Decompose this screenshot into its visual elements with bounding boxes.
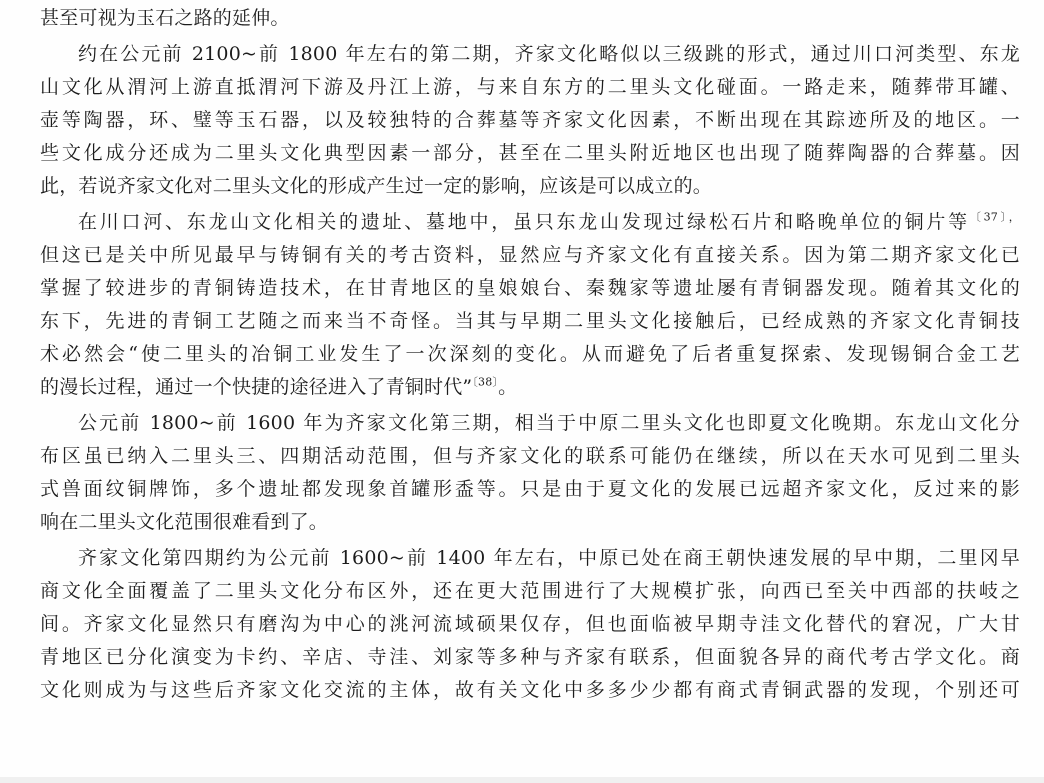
paragraph-1-line-1: 约在公元前 2100~前 1800 年左右的第二期，齐家文化略似以三级跳的形式，通过川口河类型、东龙 (78, 43, 1020, 65)
text-line: 甚至可视为玉石之路的延伸。 (40, 7, 290, 29)
paragraph-2-line-1: 在川口河、东龙山文化相关的遗址、墓地中，虽只东龙山发现过绿松石片和略晚单位的铜片等$^{〔37〕,}$ (78, 210, 1020, 233)
paragraph-2-line-5: 术必然会“使二里头的冶铜工业发生了一次深刻的变化。从而避免了后者重复探索、发现锡铜合金工艺 (40, 343, 1020, 365)
paragraph-2-line-6: 的漫长过程，通过一个快捷的途径进入了青铜时代”$^{〔38〕}$。 (40, 375, 518, 398)
paragraph-3-line-3: 式兽面纹铜牌饰，多个遗址都发现象首罐形盉等。只是由于夏文化的发展已远超齐家文化，反过来的影 (40, 478, 1020, 500)
paragraph-4-line-2: 商文化全面覆盖了二里头文化分布区外，还在更大范围进行了大规模扩张，向西已至关中西部的扶岐之 (40, 580, 1020, 602)
paragraph-2-line-3: 掌握了较进步的青铜铸造技术，在甘青地区的皇娘娘台、秦魏家等遗址屡有青铜器发现。随着其文化的 (40, 277, 1020, 299)
paragraph-4-line-3: 间。齐家文化显然只有磨沟为中心的洮河流域硕果仅存，但也面临被早期寺洼文化替代的窘况，广大甘 (40, 613, 1020, 635)
paragraph-1-line-5: 此，若说齐家文化对二里头文化的形成产生过一定的影响，应该是可以成立的。 (40, 175, 713, 197)
citation-37: 〔37〕， (969, 210, 1020, 224)
paragraph-3-line-1: 公元前 1800~前 1600 年为齐家文化第三期，相当于中原二里头文化也即夏文化晚期。东龙山文化分 (78, 412, 1020, 434)
paragraph-4-line-5: 文化则成为与这些后齐家文化交流的主体，故有关文化中多多少少都有商式青铜武器的发现，个别还可 (40, 679, 1020, 701)
citation-38: 〔38〕 (472, 375, 499, 389)
paragraph-4-line-4: 青地区已分化演变为卡约、辛店、寺洼、刘家等多种与齐家有联系，但面貌各异的商代考古学文化。商 (40, 646, 1020, 668)
paragraph-1-line-3: 壶等陶器，环、璧等玉石器，以及较独特的合葬墓等齐家文化因素，不断出现在其踪迹所及的地区。一 (40, 109, 1020, 131)
paragraph-1-line-4: 些文化成分还成为二里头文化典型因素一部分，甚至在二里头附近地区也出现了随葬陶器的合葬墓。因 (40, 142, 1020, 164)
paragraph-3-line-4: 响在二里头文化范围很难看到了。 (40, 511, 329, 533)
body-text (40, 2, 1020, 707)
paragraph-4-line-1: 齐家文化第四期约为公元前 1600~前 1400 年左右，中原已处在商王朝快速发展的早中期，二里冈早 (78, 547, 1020, 569)
paragraph-3-line-2: 布区虽已纳入二里头三、四期活动范围，但与齐家文化的联系可能仍在继续，所以在天水可见到二里头 (40, 445, 1020, 467)
paragraph-1-line-2: 山文化从渭河上游直抵渭河下游及丹江上游，与来自东方的二里头文化碰面。一路走来，随葬带耳罐、 (40, 76, 1020, 98)
page-bottom-edge (0, 777, 1044, 783)
paragraph-2-line-4: 东下，先进的青铜工艺随之而来当不奇怪。当其与早期二里头文化接触后，已经成熟的齐家文化青铜技 (40, 310, 1020, 332)
paragraph-2-line-2: 但这已是关中所见最早与铸铜有关的考古资料，显然应与齐家文化有直接关系。因为第二期齐家文化已 (40, 244, 1020, 266)
